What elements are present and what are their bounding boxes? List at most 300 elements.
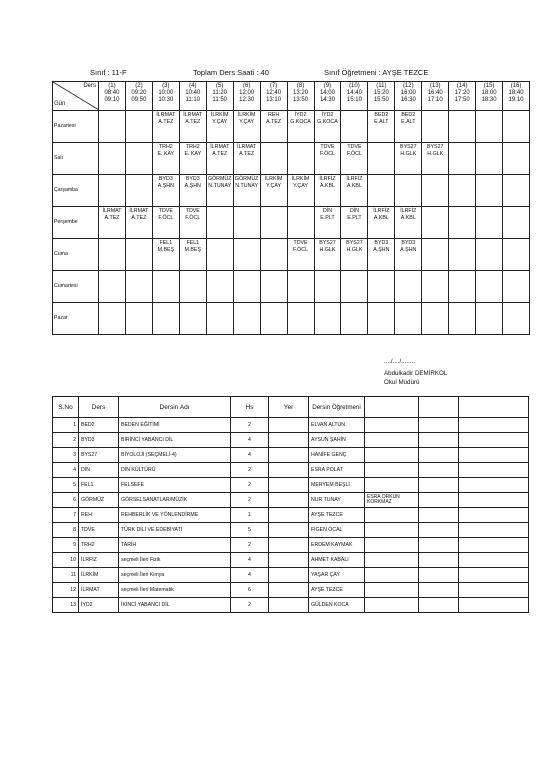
course-hours: 2 <box>231 493 269 508</box>
period-start: 11:20 <box>212 90 227 96</box>
lesson-cell <box>233 175 260 207</box>
lesson-teacher: A.TEZ <box>185 119 201 125</box>
day-row <box>53 271 530 303</box>
course-number: 10 <box>53 553 79 568</box>
course-empty <box>459 598 529 613</box>
principal-title: Okul Müdürü <box>384 379 420 386</box>
period-number: (1) <box>108 83 116 89</box>
lesson-code: GÖRMÜZ <box>234 176 259 182</box>
course-number: 6 <box>53 493 79 508</box>
day-name: Pazartesi <box>53 111 99 143</box>
lesson-teacher: A.TEZ <box>104 215 120 221</box>
lesson-code: İLRMAT <box>237 144 257 150</box>
course-extra-teacher <box>365 448 419 463</box>
lesson-cell <box>314 207 341 239</box>
lesson-cell <box>206 207 233 239</box>
course-row <box>53 433 529 448</box>
lesson-cell <box>314 303 341 335</box>
course-name: BİRİNCİ YABANCI DİL <box>119 433 231 448</box>
lesson-cell <box>476 303 503 335</box>
period-header <box>314 82 341 111</box>
lesson-cell <box>368 271 395 303</box>
course-name: seçmeli İleri Kimya <box>119 568 231 583</box>
period-number: (3) <box>162 83 170 89</box>
course-name: TÜRK DİLİ VE EDEBİYATI <box>119 523 231 538</box>
course-name: DİN KÜLTÜRÜ <box>119 463 231 478</box>
course-number: 2 <box>53 433 79 448</box>
lesson-teacher: E.PLT <box>320 215 335 221</box>
period-end: 17:10 <box>427 97 443 103</box>
lesson-teacher: H.GLK <box>346 247 363 253</box>
course-code: FEL1 <box>79 478 119 493</box>
course-room <box>269 583 309 598</box>
lesson-cell <box>287 303 314 335</box>
course-room <box>269 568 309 583</box>
day-row <box>53 143 530 175</box>
course-number: 7 <box>53 508 79 523</box>
course-code: İLRKİM <box>79 568 119 583</box>
lesson-code: İYD2 <box>321 112 334 118</box>
lesson-teacher: N.TUNAY <box>208 183 232 189</box>
course-hours: 5 <box>231 523 269 538</box>
lesson-teacher: Y.ÇAY <box>266 183 281 189</box>
lesson-cell <box>449 111 476 143</box>
lesson-cell <box>260 111 287 143</box>
course-row <box>53 508 529 523</box>
lesson-cell <box>422 271 449 303</box>
course-extra-teacher <box>365 538 419 553</box>
course-room <box>269 508 309 523</box>
course-empty <box>419 478 459 493</box>
day-name: Cuma <box>53 239 99 271</box>
lesson-cell <box>99 239 126 271</box>
lesson-cell <box>99 271 126 303</box>
lesson-cell <box>152 271 179 303</box>
period-start: 10:40 <box>185 90 201 96</box>
period-number: (8) <box>296 83 305 89</box>
period-start: 08:40 <box>104 90 120 96</box>
lesson-cell <box>422 239 449 271</box>
day-row <box>53 175 530 207</box>
course-empty <box>419 448 459 463</box>
period-number: (2) <box>135 83 143 89</box>
course-extra-teacher: ESRA ORKUN KORKMAZ <box>365 493 419 508</box>
lesson-code: BED2 <box>374 112 389 118</box>
lesson-code: TDVE <box>347 144 362 150</box>
day-row <box>53 207 530 239</box>
lesson-cell <box>341 271 368 303</box>
lesson-code: TDVE <box>158 208 173 214</box>
header-yer: Yer <box>269 397 309 418</box>
course-hours: 2 <box>231 538 269 553</box>
lesson-teacher: A.KBL <box>400 215 416 221</box>
lesson-teacher: A.TEZ <box>239 151 255 157</box>
lesson-code: BYS27 <box>400 144 417 150</box>
principal-name: Abdulkadir DEMİRKOL <box>384 370 448 377</box>
period-header <box>476 82 503 111</box>
day-row <box>53 239 530 271</box>
course-row <box>53 553 529 568</box>
lesson-cell <box>395 111 422 143</box>
lesson-cell <box>287 111 314 143</box>
course-room <box>269 553 309 568</box>
lesson-code: İLRMAT <box>183 112 203 118</box>
course-number: 4 <box>53 463 79 478</box>
course-extra-teacher <box>365 418 419 433</box>
lesson-cell <box>503 303 530 335</box>
lesson-cell <box>99 111 126 143</box>
period-end: 15:50 <box>373 97 389 103</box>
lesson-teacher: A.KBL <box>346 183 362 189</box>
course-empty <box>459 523 529 538</box>
header-hs: Hs <box>231 397 269 418</box>
period-start: 16:00 <box>400 90 416 96</box>
lesson-cell <box>179 303 206 335</box>
lesson-cell <box>476 239 503 271</box>
course-hours: 2 <box>231 598 269 613</box>
lesson-cell <box>476 271 503 303</box>
course-code: İYD2 <box>79 598 119 613</box>
lesson-code: TDVE <box>320 144 335 150</box>
period-end: 09:10 <box>104 97 120 103</box>
lesson-cell <box>152 175 179 207</box>
course-name: BİYOLOJİ (SEÇMELİ-4) <box>119 448 231 463</box>
day-row <box>53 303 530 335</box>
period-end: 12:30 <box>239 97 255 103</box>
lesson-cell <box>503 111 530 143</box>
course-teacher: FİGEN ÖCAL <box>309 523 365 538</box>
course-number: 5 <box>53 478 79 493</box>
header-empty-1 <box>365 397 419 418</box>
period-start: 17:20 <box>454 90 470 96</box>
course-number: 13 <box>53 598 79 613</box>
lesson-teacher: G.KOCA <box>290 119 311 125</box>
corner-ders-label: Ders <box>83 83 96 89</box>
period-end: 11:50 <box>212 97 227 103</box>
period-end: 19:10 <box>508 97 524 103</box>
course-code: REH <box>79 508 119 523</box>
course-empty <box>459 493 529 508</box>
period-start: 14:40 <box>346 90 362 96</box>
course-extra-teacher <box>365 583 419 598</box>
period-start: 10:00 <box>158 90 174 96</box>
period-start: 09:20 <box>131 90 147 96</box>
course-empty <box>419 553 459 568</box>
lesson-cell <box>341 175 368 207</box>
lesson-cell <box>341 143 368 175</box>
course-empty <box>419 568 459 583</box>
lesson-cell <box>260 239 287 271</box>
period-start: 14:00 <box>319 90 335 96</box>
course-empty <box>419 508 459 523</box>
period-header <box>341 82 368 111</box>
lesson-code: DİN <box>349 208 359 214</box>
period-header-row <box>53 82 530 111</box>
course-extra-teacher <box>365 523 419 538</box>
course-empty <box>459 538 529 553</box>
course-hours: 4 <box>231 433 269 448</box>
lesson-cell <box>449 303 476 335</box>
course-hours: 2 <box>231 418 269 433</box>
weekly-schedule-table <box>52 81 530 335</box>
period-number: (9) <box>323 83 332 89</box>
lesson-cell <box>395 271 422 303</box>
course-empty <box>419 583 459 598</box>
period-start: 13:20 <box>293 90 309 96</box>
period-start: 12:00 <box>239 90 255 96</box>
course-extra-teacher <box>365 568 419 583</box>
lesson-cell <box>368 175 395 207</box>
lesson-cell <box>179 239 206 271</box>
lesson-code: İLRKİM <box>291 176 310 182</box>
course-room <box>269 418 309 433</box>
lesson-teacher: A.TEZ <box>131 215 147 221</box>
lesson-teacher: F.ÖCL <box>158 215 174 221</box>
course-room <box>269 448 309 463</box>
course-hours: 4 <box>231 448 269 463</box>
lesson-teacher: H.GLK <box>319 247 336 253</box>
course-number: 9 <box>53 538 79 553</box>
lesson-cell <box>368 143 395 175</box>
course-teacher: AHMET KABALI <box>309 553 365 568</box>
course-extra-teacher <box>365 463 419 478</box>
lesson-cell <box>233 271 260 303</box>
lesson-teacher: E.ALT <box>374 119 389 125</box>
lesson-cell <box>341 303 368 335</box>
course-table-header <box>53 397 529 418</box>
lesson-cell <box>395 239 422 271</box>
lesson-teacher: A.TEZ <box>266 119 282 125</box>
period-header <box>260 82 287 111</box>
lesson-cell <box>287 271 314 303</box>
lesson-teacher: A.ŞHN <box>157 183 174 189</box>
course-extra-teacher <box>365 598 419 613</box>
lesson-cell <box>206 143 233 175</box>
header-dersin-adi: Dersin Adı <box>119 397 231 418</box>
course-teacher: ELVAN ALTUN <box>309 418 365 433</box>
course-teacher: AYŞE TEZCE <box>309 508 365 523</box>
lesson-code: TDVE <box>293 240 308 246</box>
period-end: 15:10 <box>346 97 362 103</box>
period-number: (11) <box>376 83 387 89</box>
lesson-cell <box>125 143 152 175</box>
lesson-cell <box>260 271 287 303</box>
lesson-code: REH <box>268 112 280 118</box>
lesson-cell <box>125 207 152 239</box>
period-number: (5) <box>216 83 224 89</box>
lesson-teacher: A.ŞHN <box>400 247 417 253</box>
lesson-code: İLRFİZ <box>400 208 417 214</box>
course-name: TARİH <box>119 538 231 553</box>
class-label: Sınıf : 11-F <box>90 68 127 77</box>
lesson-cell <box>422 143 449 175</box>
lesson-cell <box>422 111 449 143</box>
lesson-teacher: F.ÖCL <box>319 151 335 157</box>
lesson-cell <box>422 207 449 239</box>
course-extra-teacher <box>365 478 419 493</box>
period-header <box>125 82 152 111</box>
lesson-code: İLRMAT <box>210 144 230 150</box>
period-end: 16:30 <box>400 97 416 103</box>
lesson-cell <box>368 111 395 143</box>
lesson-cell <box>287 207 314 239</box>
lesson-code: BED2 <box>401 112 416 118</box>
lesson-cell <box>206 175 233 207</box>
lesson-cell <box>449 207 476 239</box>
period-end: 13:50 <box>293 97 309 103</box>
period-header <box>449 82 476 111</box>
course-extra-teacher <box>365 553 419 568</box>
lesson-cell <box>314 111 341 143</box>
lesson-teacher: A.KBL <box>319 183 335 189</box>
course-row <box>53 538 529 553</box>
lesson-cell <box>395 303 422 335</box>
header-empty-3 <box>459 397 529 418</box>
lesson-cell <box>206 271 233 303</box>
lesson-teacher: G.KOCA <box>317 119 338 125</box>
course-code: BYD3 <box>79 433 119 448</box>
course-empty <box>459 448 529 463</box>
course-empty <box>419 538 459 553</box>
lesson-cell <box>99 143 126 175</box>
course-code: BYS27 <box>79 448 119 463</box>
lesson-code: BYD3 <box>158 176 173 182</box>
day-name: Cumartesi <box>53 271 99 303</box>
course-code: BED2 <box>79 418 119 433</box>
period-end: 11:10 <box>185 97 201 103</box>
course-row <box>53 478 529 493</box>
lesson-teacher: A.TEZ <box>158 119 174 125</box>
day-row <box>53 111 530 143</box>
course-row <box>53 568 529 583</box>
lesson-teacher: A.TEZ <box>212 151 228 157</box>
period-header <box>422 82 449 111</box>
lesson-cell <box>206 111 233 143</box>
lesson-cell <box>179 207 206 239</box>
course-code: TDVE <box>79 523 119 538</box>
lesson-code: İLRKİM <box>237 112 256 118</box>
period-number: (14) <box>456 83 468 89</box>
period-number: (4) <box>189 83 197 89</box>
period-start: 18:40 <box>508 90 524 96</box>
lesson-code: DİN <box>322 208 333 214</box>
day-name: Çarşamba <box>53 175 99 207</box>
course-code: TRH2 <box>79 538 119 553</box>
lesson-cell <box>125 111 152 143</box>
day-name: Salı <box>53 143 99 175</box>
lesson-cell <box>206 303 233 335</box>
course-empty <box>459 508 529 523</box>
lesson-code: BYS27 <box>426 144 444 150</box>
lesson-cell <box>179 271 206 303</box>
lesson-cell <box>395 175 422 207</box>
total-hours-label: Toplam Ders Saati : 40 <box>193 68 269 77</box>
lesson-code: İLRKİM <box>210 112 229 118</box>
course-number: 12 <box>53 583 79 598</box>
lesson-cell <box>233 111 260 143</box>
header-ogretmen: Dersin Öğretmeni <box>309 397 365 418</box>
header-ders: Ders <box>79 397 119 418</box>
lesson-cell <box>125 303 152 335</box>
period-start: 16:40 <box>427 90 443 96</box>
lesson-cell <box>503 239 530 271</box>
period-header <box>368 82 395 111</box>
course-room <box>269 493 309 508</box>
lesson-code: İLRKİM <box>264 176 283 182</box>
lesson-cell <box>125 239 152 271</box>
lesson-code: İLRMAT <box>156 112 176 118</box>
lesson-cell <box>449 175 476 207</box>
lesson-cell <box>152 239 179 271</box>
lesson-cell <box>476 175 503 207</box>
course-teacher: ESRA POLAT <box>309 463 365 478</box>
course-name: seçmeli İleri Matematik <box>119 583 231 598</box>
period-number: (10) <box>349 83 360 89</box>
course-list-table <box>52 396 529 613</box>
lesson-teacher: F.ÖCL <box>293 247 309 253</box>
period-header <box>503 82 530 111</box>
course-hours: 6 <box>231 583 269 598</box>
lesson-code: İLRFİZ <box>346 176 363 182</box>
period-end: 17:50 <box>454 97 470 103</box>
course-teacher: YAŞAR ÇAY <box>309 568 365 583</box>
course-name: GÖRSELSANATLAR/MÜZİK <box>119 493 231 508</box>
lesson-code: İLRFİZ <box>373 208 390 214</box>
lesson-teacher: E. KAY <box>157 151 175 157</box>
course-teacher: GÜLDEN KOCA <box>309 598 365 613</box>
period-start: 15:20 <box>373 90 389 96</box>
lesson-code: BYS27 <box>346 240 363 246</box>
lesson-teacher: E.PLT <box>347 215 362 221</box>
lesson-code: TRH2 <box>185 144 200 150</box>
course-teacher: AYSUN ŞAHİN <box>309 433 365 448</box>
course-empty <box>459 478 529 493</box>
lesson-cell <box>503 143 530 175</box>
lesson-cell <box>368 303 395 335</box>
lesson-cell <box>260 303 287 335</box>
course-name: REHBERLİK VE YÖNLENDİRME <box>119 508 231 523</box>
lesson-cell <box>503 207 530 239</box>
course-code: İLRFİZ <box>79 553 119 568</box>
lesson-cell <box>449 143 476 175</box>
course-empty <box>419 418 459 433</box>
lesson-code: İYD2 <box>294 112 307 118</box>
lesson-cell <box>233 239 260 271</box>
header-empty-2 <box>419 397 459 418</box>
lesson-cell <box>341 207 368 239</box>
course-hours: 2 <box>231 478 269 493</box>
lesson-teacher: F.ÖCL <box>185 215 201 221</box>
course-number: 11 <box>53 568 79 583</box>
period-start: 12:40 <box>266 90 282 96</box>
period-header <box>233 82 260 111</box>
period-end: 18:30 <box>481 97 497 103</box>
course-row <box>53 463 529 478</box>
course-room <box>269 598 309 613</box>
course-room <box>269 538 309 553</box>
period-number: (7) <box>269 83 278 89</box>
lesson-teacher: Y.ÇAY <box>293 183 308 189</box>
lesson-cell <box>179 111 206 143</box>
course-row <box>53 493 529 508</box>
lesson-teacher: M.BEŞ <box>157 247 175 253</box>
lesson-teacher: E. KAY <box>184 151 202 157</box>
course-teacher: HANİFE GENÇ <box>309 448 365 463</box>
course-empty <box>459 433 529 448</box>
period-number: (6) <box>242 83 251 89</box>
lesson-cell <box>99 207 126 239</box>
course-teacher: ERDEM KAYMAK <box>309 538 365 553</box>
